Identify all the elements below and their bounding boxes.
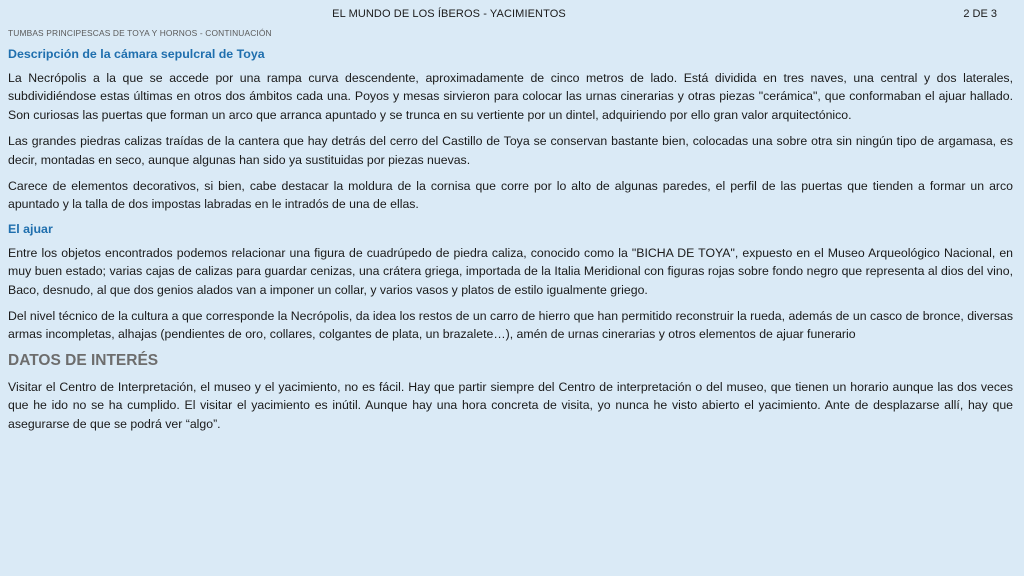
heading-camara-sepulcral: Descripción de la cámara sepulcral de Toya	[8, 47, 265, 61]
heading-ajuar: El ajuar	[8, 221, 53, 236]
paragraph: Visitar el Centro de Interpretación, el museo y el yacimiento, no es fácil. Hay que partir siempre del Centro de interpretación o del museo, que tienen un horario aunque las dos veces que he ido no se ha cumplido. El visitar el yacimiento es inútil. Aunque hay una hora concreta de visita, yo nunca he visto abierto el yacimiento. Ante de desplazarse allí, hay que asegurarse de que se podrá ver “algo”.	[8, 379, 1013, 431]
document-title: EL MUNDO DE LOS ÍBEROS - YACIMIENTOS	[332, 8, 566, 20]
main-content	[8, 47, 1013, 441]
paragraph: Carece de elementos decorativos, si bien, cabe destacar la moldura de la cornisa que corre por lo alto de algunas paredes, el perfil de las puertas que tienden a formar un arco apuntado y la talla de dos impostas labradas en le intradós de una de ellas.	[8, 179, 1013, 212]
paragraph: Entre los objetos encontrados podemos relacionar una figura de cuadrúpedo de piedra caliza, conocido como la "BICHA DE TOYA", expuesto en el Museo Arqueológico Nacional, en muy buen estado; varias cajas de calizas para guardar cenizas, una crátera griega, importada de la Italia Meridional con figuras rojas sobre fondo negro que representa al dios del vino, Baco, desnudo, al que dos genios alados van a imponer un collar, y varios vasos y platos de estilo igualmente griego.	[8, 245, 1013, 297]
heading-datos-de-interes: DATOS DE INTERÉS	[8, 351, 159, 369]
paragraph: La Necrópolis a la que se accede por una rampa curva descendente, aproximadamente de cinco metros de lado. Está dividida en tres naves, una central y dos laterales, subdividiéndose estas últimas en otros dos ámbitos cada una. Poyos y mesas sirvieron para colocar las urnas cinerarias y otras piezas "cerámica", que conformaban el ajuar hallado. Son curiosas las puertas que forman un arco que arranca apuntado y se trunca en su vertiente por un dintel, adquiriendo por ello gran valor arquitectónico.	[8, 71, 1013, 122]
page-number: 2 DE 3	[963, 8, 997, 20]
paragraph: Las grandes piedras calizas traídas de la cantera que hay detrás del cerro del Castillo de Toya se conservan bastante bien, colocadas una sobre otra sin ningún tipo de argamasa, es decir, montadas en seco, aunque algunas han sido ya sustituidas por piezas nuevas.	[8, 134, 1013, 167]
section-subtitle: TUMBAS PRINCIPESCAS DE TOYA Y HORNOS - CONTINUACIÓN	[8, 28, 272, 38]
paragraph: Del nivel técnico de la cultura a que corresponde la Necrópolis, da idea los restos de un carro de hierro que han permitido reconstruir la rueda, además de un casco de bronce, diversas armas incompletas, alhajas (pendientes de oro, collares, colgantes de plata, un brazalete…), amén de urnas cinerarias y otros elementos de ajuar funerario	[8, 309, 1013, 342]
